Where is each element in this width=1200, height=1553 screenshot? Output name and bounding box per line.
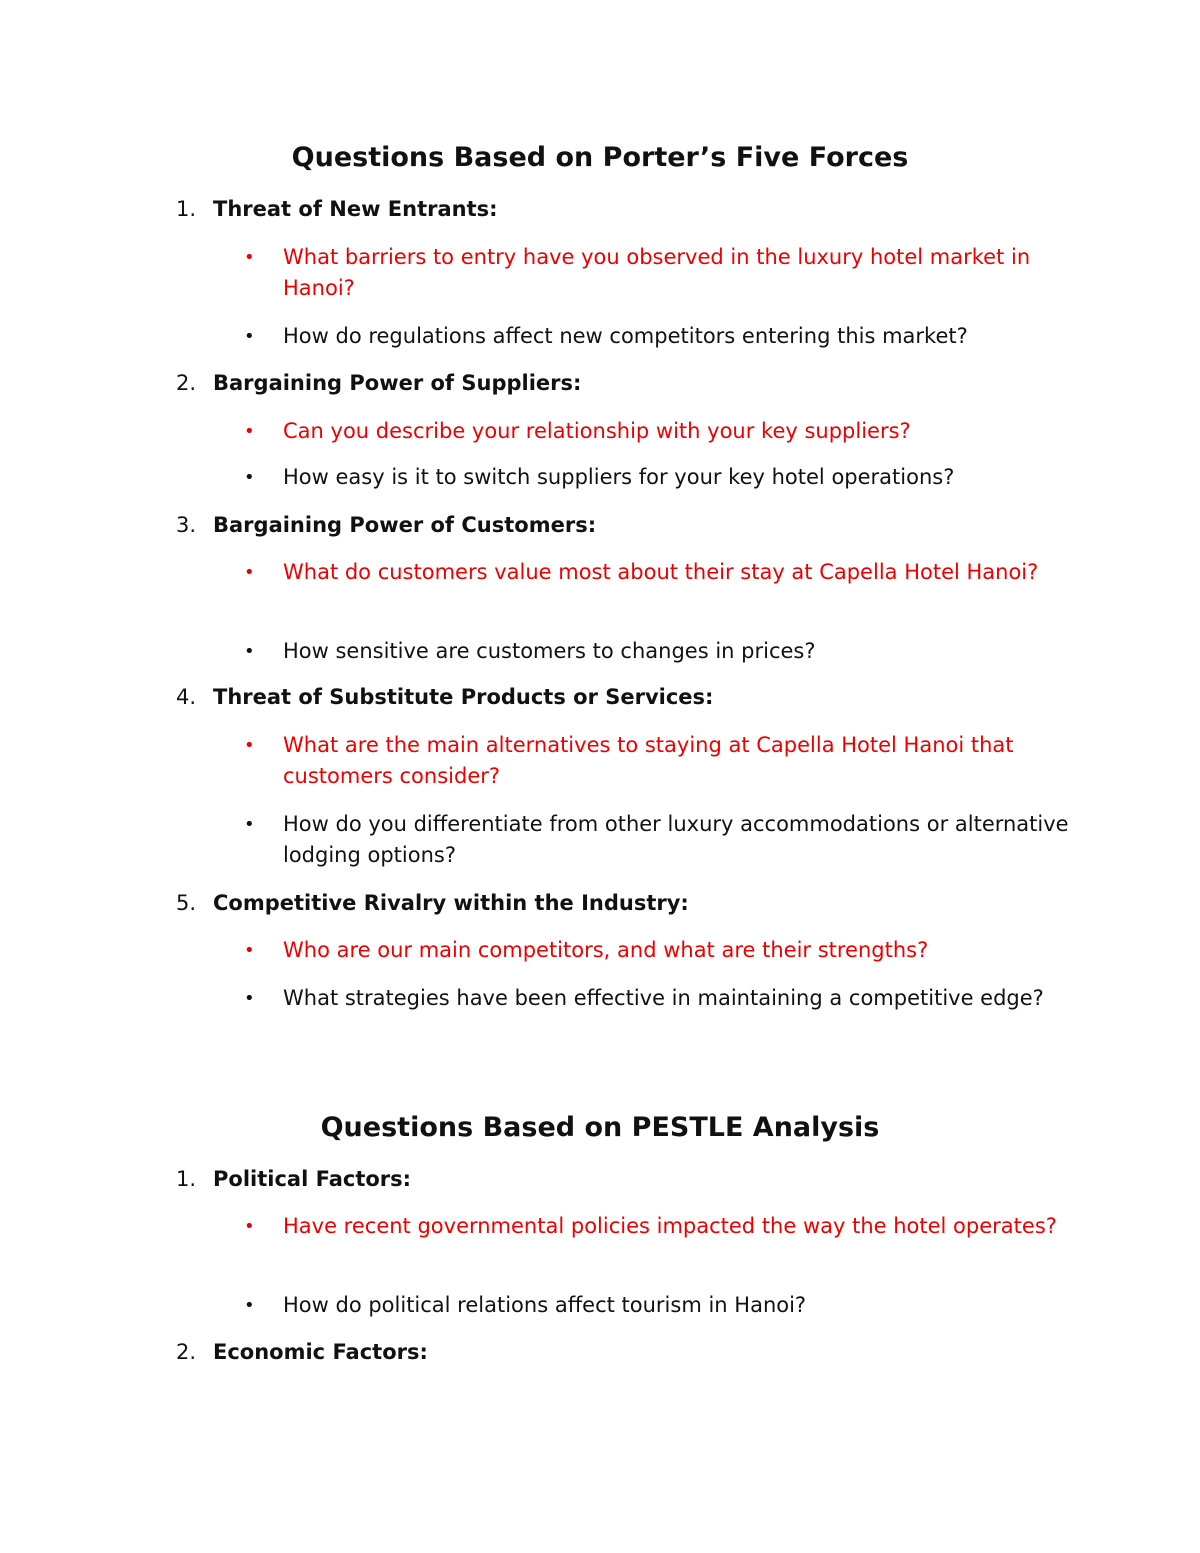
bullet-icon: • (244, 814, 255, 835)
list-number: 5. (176, 891, 197, 915)
bullet-question (244, 730, 1074, 792)
list-number: 1. (176, 197, 197, 221)
bullet-icon: • (244, 641, 255, 662)
bullet-icon: • (244, 1216, 255, 1237)
bullet-icon: • (244, 467, 255, 488)
bullet-icon: • (244, 1295, 255, 1316)
question-text: What barriers to entry have you observed in the luxury hotel market in Hanoi? (283, 245, 1031, 300)
bullet-question (244, 636, 1074, 667)
list-item-heading (176, 368, 1076, 398)
list-item-heading (176, 888, 1076, 918)
question-text: How do regulations affect new competitors entering this market? (283, 324, 968, 348)
list-number: 3. (176, 513, 197, 537)
list-item-heading (176, 1164, 1076, 1194)
question-text: What are the main alternatives to staying at Capella Hotel Hanoi that customers consider? (283, 733, 1014, 788)
section-title-porter: Questions Based on Porter’s Five Forces (291, 142, 909, 173)
question-text: How do political relations affect tourism in Hanoi? (283, 1293, 807, 1317)
question-text: What strategies have been effective in maintaining a competitive edge? (283, 986, 1044, 1010)
question-text: How easy is it to switch suppliers for your key hotel operations? (283, 465, 955, 489)
bullet-question (244, 416, 1074, 447)
bullet-icon: • (244, 940, 255, 961)
list-heading-label: Economic Factors: (213, 1340, 428, 1364)
list-heading-label: Competitive Rivalry within the Industry: (213, 891, 689, 915)
list-item-heading (176, 194, 1076, 224)
bullet-icon: • (244, 735, 255, 756)
bullet-icon: • (244, 247, 255, 268)
bullet-icon: • (244, 988, 255, 1009)
bullet-question (244, 462, 1074, 493)
list-item-heading (176, 1337, 1076, 1367)
list-heading-label: Threat of New Entrants: (213, 197, 498, 221)
list-item-heading (176, 510, 1076, 540)
bullet-question (244, 321, 1074, 352)
list-item-heading (176, 682, 1076, 712)
bullet-icon: • (244, 421, 255, 442)
list-heading-label: Bargaining Power of Suppliers: (213, 371, 582, 395)
bullet-question (244, 1290, 1074, 1321)
section-title-pestle: Questions Based on PESTLE Analysis (320, 1112, 880, 1143)
list-number: 2. (176, 1340, 197, 1364)
list-heading-label: Political Factors: (213, 1167, 412, 1191)
list-number: 4. (176, 685, 197, 709)
bullet-icon: • (244, 562, 255, 583)
question-text: Who are our main competitors, and what are their strengths? (283, 938, 929, 962)
bullet-question (244, 557, 1074, 588)
bullet-question (244, 242, 1074, 304)
question-text: How sensitive are customers to changes in prices? (283, 639, 816, 663)
bullet-question (244, 809, 1074, 871)
list-heading-label: Threat of Substitute Products or Services: (213, 685, 714, 709)
list-number: 2. (176, 371, 197, 395)
bullet-question (244, 935, 1074, 966)
bullet-icon: • (244, 326, 255, 347)
list-heading-label: Bargaining Power of Customers: (213, 513, 597, 537)
question-text: Have recent governmental policies impacted the way the hotel operates? (283, 1214, 1057, 1238)
question-text: What do customers value most about their stay at Capella Hotel Hanoi? (283, 560, 1039, 584)
question-text: How do you differentiate from other luxury accommodations or alternative lodging options? (283, 812, 1069, 867)
bullet-question (244, 1211, 1074, 1242)
list-number: 1. (176, 1167, 197, 1191)
bullet-question (244, 983, 1074, 1014)
question-text: Can you describe your relationship with your key suppliers? (283, 419, 911, 443)
